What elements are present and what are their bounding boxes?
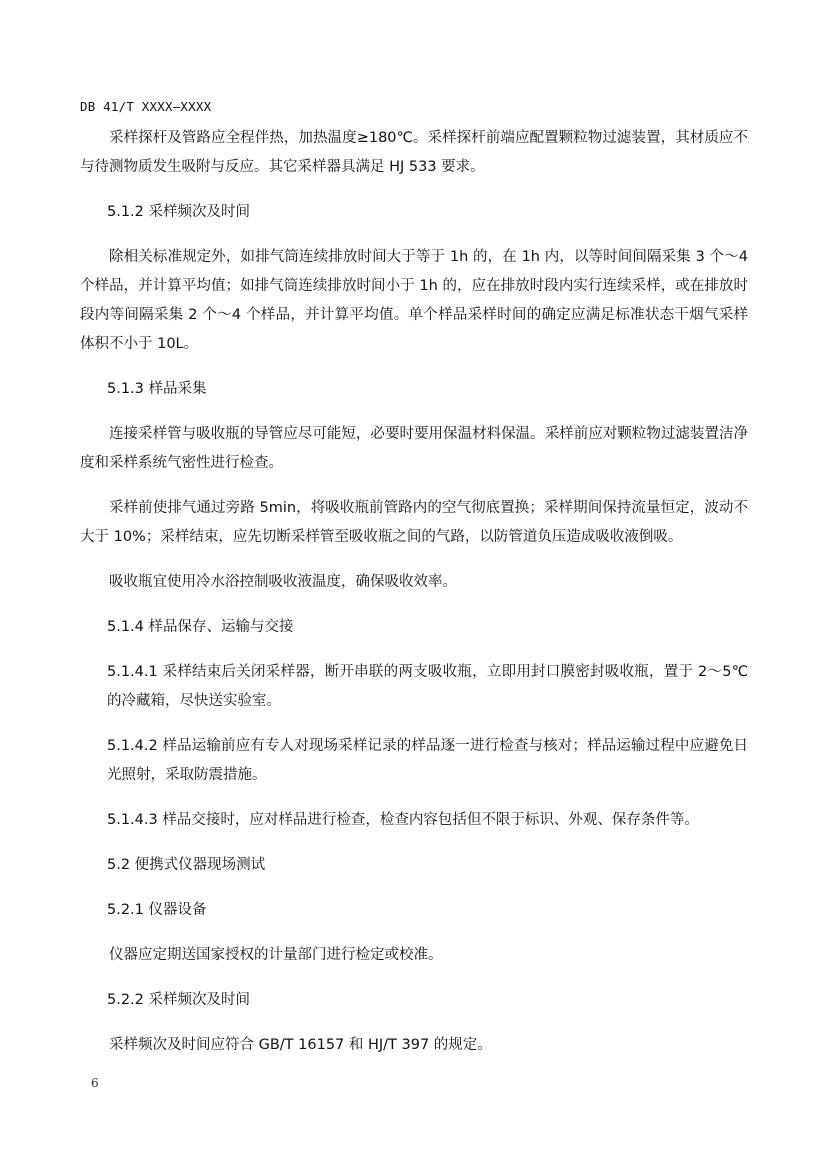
paragraph-bypass-purge: 采样前使排气通过旁路 5min，将吸收瓶前管路内的空气彻底置换；采样期间保持流量恒定，波动不大于 10%；采样结束，应先切断采样管至吸收瓶之间的气路，以防管道负压造成吸收液倒吸。 (80, 500, 748, 545)
paragraph-sampling-frequency: 除相关标准规定外，如排气筒连续排放时间大于等于 1h 的，在 1h 内，以等时间间隔采集 3 个～4 个样品，并计算平均值；如排气筒连续排放时间小于 1h 的，应在排放时段内实行连续采样，或在排放时段内等间隔采集 2 个～4 个样品，并计算平均值。单个样品采样时间的确定应满足标准状态干烟气采样体积不小于 10L。 (80, 249, 748, 352)
paragraph-cold-bath: 吸收瓶宜使用冷水浴控制吸收液温度，确保吸收效率。 (109, 574, 457, 590)
paragraph-connect-tubing: 连接采样管与吸收瓶的导管应尽可能短，必要时要用保温材料保温。采样前应对颗粒物过滤装置洁净度和采样系统气密性进行检查。 (80, 426, 748, 471)
heading-5-1-4: 5.1.4 样品保存、运输与交接 (107, 619, 294, 635)
page-number: 6 (91, 1076, 99, 1090)
paragraph-frequency-standards: 采样频次及时间应符合 GB/T 16157 和 HJ/T 397 的规定。 (109, 1037, 492, 1053)
document-code-header: DB 41/T XXXX—XXXX (80, 99, 212, 114)
paragraph-5-1-4-3: 5.1.4.3 样品交接时，应对样品进行检查，检查内容包括但不限于标识、外观、保存条件等。 (107, 812, 699, 828)
paragraph-5-1-4-1: 5.1.4.1 采样结束后关闭采样器，断开串联的两支吸收瓶，立即用封口膜密封吸收瓶，置于 2～5℃的冷藏箱，尽快送实验室。 (107, 664, 748, 709)
paragraph-sampling-probe: 采样探杆及管路应全程伴热，加热温度≥180℃。采样探杆前端应配置颗粒物过滤装置，其材质应不与待测物质发生吸附与反应。其它采样器具满足 HJ 533 要求。 (80, 130, 748, 175)
heading-5-1-2: 5.1.2 采样频次及时间 (107, 204, 251, 220)
heading-5-2-2: 5.2.2 采样频次及时间 (107, 992, 251, 1008)
heading-5-1-3: 5.1.3 样品采集 (107, 381, 207, 397)
heading-5-2: 5.2 便携式仪器现场测试 (107, 857, 266, 873)
document-body (80, 124, 748, 1060)
paragraph-5-1-4-2: 5.1.4.2 样品运输前应有专人对现场采样记录的样品逐一进行检查与核对；样品运输过程中应避免日光照射，采取防震措施。 (107, 738, 748, 783)
paragraph-instrument-calibration: 仪器应定期送国家授权的计量部门进行检定或校准。 (109, 947, 443, 963)
heading-5-2-1: 5.2.1 仪器设备 (107, 902, 207, 918)
